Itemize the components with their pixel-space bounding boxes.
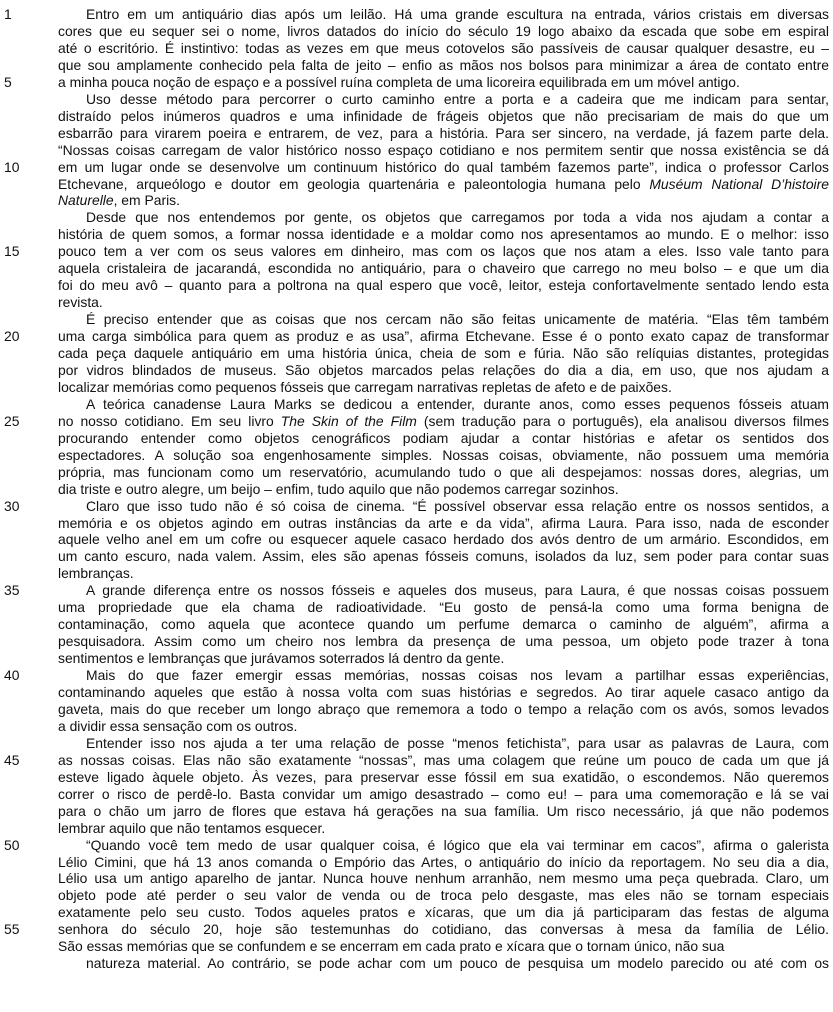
text-line [58, 413, 829, 430]
text-run: (sem tradução para o português), ela analisou diversos filmes [416, 412, 829, 429]
line-number: 35 [4, 582, 20, 599]
text-line [58, 396, 829, 413]
text-run: que sou amplamente conhecido pela falta de jeito – enfio as mãos nos bolsos para minimizar a área de contato entre [58, 56, 829, 73]
text-run: correr o risco de perdê-lo. Basta convidar um amigo desastrado – como eu! – para uma comemoração e lá se vai [58, 785, 829, 802]
line-number: 55 [4, 921, 20, 938]
text-line [58, 887, 829, 904]
text-line [58, 515, 829, 532]
text-line [58, 40, 829, 57]
text-run: A teórica canadense Laura Marks se dedicou a entender, durante anos, como esses pequenos fósseis atuam [86, 395, 829, 412]
text-line [58, 786, 829, 803]
line-number: 40 [4, 667, 20, 684]
text-line [58, 379, 829, 396]
text-line [58, 294, 829, 311]
text-line [58, 616, 829, 633]
text-run: natureza material. Ao contrário, se pode achar com um pouco de pesquisa um modelo parecido ou até com os [86, 955, 829, 972]
text-run: distraído pelos inúmeros quadros e uma infinidade de frágeis objetos que não precisariam de mais do que um [58, 107, 829, 124]
line-number: 50 [4, 836, 20, 853]
text-line [58, 633, 829, 650]
text-run: cada peça daquele antiquário em uma história única, cheia de som e fúria. Não são relíquias distantes, protegidas [58, 345, 829, 361]
text-line [58, 548, 829, 565]
text-run: dia triste e outro alegre, um beijo – enfim, tudo aquilo que não podemos carregar sozinhos. [58, 480, 619, 497]
text-run: A grande diferença entre os nossos fósseis e aqueles dos museus, para Laura, é que nossas coisas possuem [86, 582, 829, 599]
line-number: 30 [4, 497, 20, 514]
text-run: a dividir essa sensação com os outros. [58, 717, 298, 734]
text-line [58, 277, 829, 294]
text-line [58, 735, 829, 752]
text-run: Etchevane, arqueólogo e doutor em geologia quartenária e paleontologia humana pelo [58, 175, 650, 192]
text-run: cores que eu sequer sei o nome, livros datados do início do século 19 logo abaixo da escada que sobe em espiral [58, 22, 829, 39]
text-run: uma carga simbólica para quem as produz e as usa”, afirma Etchevane. Esse é o ponto exato capaz de transformar [58, 328, 829, 345]
text-run: em um lugar onde se desenvolve um continuum histórico do qual também fazemos parte”, indica o professor Carlos [58, 158, 829, 175]
text-run: pouco tem a ver com os seus valores em dinheiro, mas com os laços que nos atam a eles. Isso vale tanto para [58, 243, 829, 260]
text-run: a minha pouca noção de espaço e a possível ruína completa de uma licoreira equilibrada em um móvel antigo. [58, 73, 740, 90]
text-run: história de quem somos, a formar nossa identidade e a moldar como nos apresentamos ao mundo. E o melhor: isso [58, 226, 829, 243]
line-number: 5 [4, 73, 12, 90]
text-line [58, 531, 829, 548]
text-line [58, 125, 829, 142]
text-line [58, 362, 829, 379]
text-run: lembrar aquilo que não tentamos esquecer. [58, 819, 326, 836]
text-run: objeto pode até perder o seu valor de venda ou de troca pelo desgaste, mas eles não se tornam especiais [58, 887, 829, 904]
text-run: contaminação, como aquela que acontece quando um perfume demarca o caminho de alguém”, afirma a [58, 616, 829, 633]
text-line [58, 904, 829, 921]
text-run: Mais do que fazer emergir essas memórias, nossas coisas nos levam a partilhar essas experiências, [86, 667, 829, 684]
text-line [58, 23, 829, 40]
text-line [58, 108, 829, 125]
text-line [58, 752, 829, 769]
text-line [58, 870, 829, 887]
text-line [58, 498, 829, 515]
text-line [58, 328, 829, 345]
text-line [58, 701, 829, 718]
text-line [58, 938, 829, 955]
line-number: 15 [4, 243, 20, 260]
text-line [58, 311, 829, 328]
text-line [58, 243, 829, 260]
line-number: 1 [4, 6, 12, 22]
text-run: no nosso cotidiano. Em seu livro [58, 412, 281, 429]
text-line [58, 192, 829, 209]
line-number: 10 [4, 158, 20, 175]
text-run: aquela cristaleira de jacarandá, escondida no antiquário, para o chaveiro que carrego no meu bolso – e que um dia [58, 260, 829, 277]
text-run: Claro que isso tudo não é só coisa de cinema. “É possível observar essa relação entre os nossos sentidos, a [86, 497, 829, 514]
text-run: própria, mas funcionam como um reservatório, acumulando tudo o que ali despejamos: nossas dores, alegrias, um [58, 463, 829, 480]
text-run: São essas memórias que se confundem e se encerram em cada prato e xícara que o tornam único, não sua [58, 938, 725, 955]
text-line [58, 599, 829, 616]
text-run: gaveta, mais do que receber um longo abraço que rememora a todo o tempo a relação com os avós, somos levados [58, 700, 829, 717]
text-line [58, 260, 829, 277]
text-run: um canto escuro, nada valem. Assim, eles são apenas fósseis comuns, isolados da luz, sem poder para contar suas [58, 548, 829, 565]
text-run: procurando entender como objetos cenográficos podiam ajudar a contar histórias e afetar os sentidos dos [58, 429, 829, 446]
text-run: Desde que nos entendemos por gente, os objetos que carregamos por toda a vida nos ajudam a contar a [86, 209, 829, 226]
text-run: até o escritório. É instintivo: todas as vezes em que meus cotovelos são passíveis de causar qualquer desastre, eu – [58, 39, 829, 56]
text-run: Lélio usa um antigo aparelho de jantar. Nunca houve nenhum arranhão, nem mesmo uma peça quebrada. Claro, um [58, 870, 829, 887]
text-run: “Quando você tem medo de usar qualquer coisa, é lógico que ela vai terminar em cacos”, afirma o galerista [86, 836, 829, 853]
text-run: uma propriedade que ela chama de radioatividade. “Eu gosto de pensá-la como uma forma benigna de [58, 599, 829, 616]
text-line [58, 345, 829, 362]
italic-title: Muséum National D’histoire [649, 175, 829, 192]
text-line [58, 209, 829, 226]
text-line [58, 955, 829, 972]
text-run: É preciso entender que as coisas que nos cercam não são feitas unicamente de matéria. “Elas têm também [86, 311, 829, 328]
text-line [58, 820, 829, 837]
text-line [58, 430, 829, 447]
line-number: 45 [4, 751, 20, 768]
text-run: espectadores. A solução soa engenhosamente simples. Nossas coisas, obviamente, não possuem uma memória [58, 446, 829, 463]
text-line [58, 74, 829, 91]
italic-title: Naturelle [58, 192, 114, 209]
text-run: Entro em um antiquário dias após um leilão. Há uma grande escultura na entrada, vários cristais em diversas [86, 6, 829, 22]
text-line [58, 91, 829, 108]
text-line [58, 769, 829, 786]
text-line [58, 718, 829, 735]
text-run: as nossas coisas. Elas não são exatamente “nossas”, mas uma colagem que reúne um pouco de cada um que já [58, 751, 829, 768]
text-run: memória e os objetos agindo em outras instâncias da arte e da vida”, afirma Laura. Para isso, nada de esconder [58, 514, 829, 531]
text-run: “Nossas coisas carregam de valor histórico nosso espaço cotidiano e nos permitem sentir que nossa existência se dá [58, 141, 829, 158]
text-line [58, 176, 829, 193]
text-line [58, 464, 829, 481]
text-line [58, 650, 829, 667]
text-run: sentimentos e lembranças que jurávamos soterrados lá dentro da gente. [58, 650, 505, 667]
line-number: 20 [4, 328, 20, 345]
text-line [58, 159, 829, 176]
text-run: Uso desse método para percorrer o curto caminho entre a porta e a cadeira que me indicam para sentar, [86, 90, 829, 107]
text-line [58, 142, 829, 159]
text-run: para o chão um jarro de flores que estava há gerações na sua família. Um risco necessário, já que não podemos [58, 802, 829, 819]
text-run: lembranças. [58, 565, 134, 582]
italic-title: The Skin of the Film [280, 412, 417, 429]
text-line [58, 481, 829, 498]
text-line [58, 57, 829, 74]
line-number: 25 [4, 412, 20, 429]
text-run: Lélio Cimini, que há 13 anos comanda o Empório das Artes, o antiquário do início da reportagem. No seu dia a dia, [58, 853, 829, 870]
text-run: esteve ligado àquele objeto. Às vezes, para preservar esse fóssil em sua exatidão, o escondemos. Não queremos [58, 768, 829, 785]
text-run: , em Paris. [113, 192, 180, 209]
text-run: senhora do século 20, hoje são testemunhas do cotidiano, das conversas à mesa da família de Lélio. [58, 921, 829, 938]
text-run: revista. [58, 294, 103, 311]
text-line [58, 6, 829, 23]
text-run: Entender isso nos ajuda a ter uma relação de posse “menos fetichista”, para usar as palavras de Laura, com [86, 734, 829, 751]
text-run: esbarrão para virarem poeira e entrarem, de vez, para a história. Para ser sincero, na verdade, já fazem parte dela. [58, 124, 829, 141]
text-line [58, 803, 829, 820]
text-run: localizar memórias como pequenos fósseis que carregam narrativas repletas de afeto e de paixões. [58, 378, 672, 395]
text-line [58, 921, 829, 938]
text-run: contaminando aqueles que estão à nossa volta com suas histórias e segredos. Ao tirar aquele casaco antigo da [58, 684, 829, 700]
text-line [58, 565, 829, 582]
text-line [58, 854, 829, 871]
text-run: foi do meu avô – quanto para a poltrona na qual espero que você, leitor, esteja confortavelmente sentado lendo esta [58, 277, 829, 294]
text-line [58, 684, 829, 701]
text-line [58, 582, 829, 599]
text-run: por vidros blindados de museus. São objetos marcados pelas relações do dia a dia, em uso, que nos ajudam a [58, 361, 829, 378]
text-line [58, 667, 829, 684]
text-line [58, 226, 829, 243]
text-line [58, 837, 829, 854]
text-run: exatamente pelo seu custo. Todos aqueles pratos e xícaras, que um dia já participaram das festas de alguma [58, 904, 829, 921]
text-line [58, 447, 829, 464]
text-run: pesquisadora. Assim como um cheiro nos lembra da presença de uma pessoa, um objeto pode trazer à tona [58, 633, 829, 650]
text-run: aquele velho anel em um cofre ou esquecer aquele casaco herdado dos avós dentro de um armário. Escondidos, em [58, 531, 829, 548]
